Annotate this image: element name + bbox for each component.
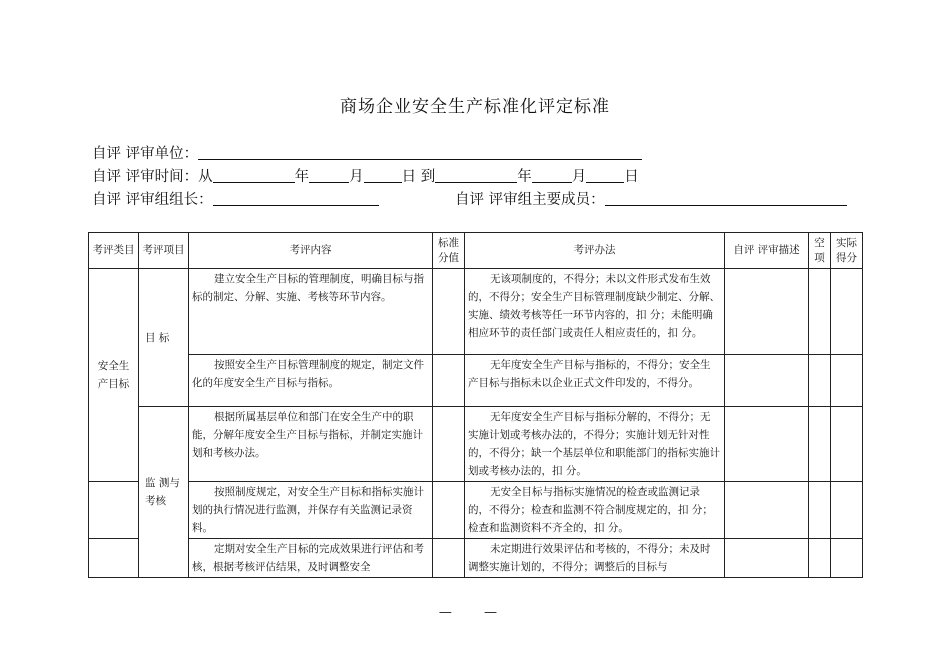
table-header-row [89,233,863,269]
review-members-field [605,191,847,206]
table-row [89,269,863,355]
category-continuation-cell [89,539,139,578]
header-item: 考评项目 [139,233,189,269]
table-row [89,539,863,578]
self-review-cell [725,539,809,578]
content-cell: 建立安全生产目标的管理制度，明确目标与指标的制定、分解、实施、考核等环节内容。 [189,269,433,355]
header-category: 考评类目 [89,233,139,269]
review-time-line [92,165,639,186]
header-self-review: 自评 评审描述 [725,233,809,269]
evaluation-table [88,232,863,578]
review-unit-label: 自评 评审单位： [92,146,199,162]
review-leader-label: 自评 评审组组长： [92,192,213,208]
score-cell [433,539,465,578]
content-cell: 根据所属基层单位和部门在安全生产中的职能，分解年度安全生产目标与指标，并制定实施计划和考核办法。 [189,407,433,482]
actual-score-cell [831,355,863,407]
item-cell-monitoring: 监 测与考核 [139,407,189,578]
blank-cell [809,539,831,578]
day-label-1: 日 [401,169,417,185]
method-cell: 无年度安全生产目标与指标分解的，不得分；无实施计划或考核办法的，不得分；实施计划无针对性的，不得分；缺一个基层单位和职能部门的指标实施计划或考核办法的，扣 分。 [465,407,725,482]
actual-score-cell [831,269,863,355]
blank-cell [809,355,831,407]
month-label-1: 月 [349,169,364,185]
self-review-cell [725,407,809,482]
content-cell: 按照安全生产目标管理制度的规定，制定文件化的年度安全生产目标与指标。 [189,355,433,407]
review-unit-line [92,142,642,163]
category-cell: 安全生产目标 [89,269,139,482]
actual-score-cell [831,482,863,539]
review-leader-line [92,188,379,209]
header-actual: 实际得分 [831,233,863,269]
review-members-line [455,188,847,209]
actual-score-cell [831,539,863,578]
start-month-field [309,168,349,183]
start-day-field [364,168,402,183]
self-review-cell [725,269,809,355]
content-cell: 定期对安全生产目标的完成效果进行评估和考核，根据考核评估结果，及时调整安全 [189,539,433,578]
header-blank: 空项 [809,233,831,269]
blank-cell [809,407,831,482]
category-continuation-cell [89,482,139,539]
content-cell: 按照制度规定，对安全生产目标和指标实施计划的执行情况进行监测，并保存有关监测记录资料。 [189,482,433,539]
score-cell [433,482,465,539]
review-members-label: 自评 评审组主要成员： [455,192,605,208]
document-title: 商场企业安全生产标准化评定标准 [340,97,610,117]
end-day-field [586,168,624,183]
method-cell: 未定期进行效果评估和考核的，不得分；未及时调整实施计划的，不得分；调整后的目标与 [465,539,725,578]
start-year-field [213,168,295,183]
actual-score-cell [831,407,863,482]
header-score: 标准分值 [433,233,465,269]
method-cell: 无该项制度的，不得分；未以文件形式发布生效的，不得分；安全生产目标管理制度缺少制定、分解、实施、绩效考核等任一环节内容的，扣 分；未能明确相应环节的责任部门或责任人相应责任的，扣 分。 [465,269,725,355]
to-label: 到 [420,169,436,185]
review-leader-field [213,191,379,206]
method-cell: 无年度安全生产目标与指标的，不得分；安全生产目标与指标未以企业正式文件印发的，不得分。 [465,355,725,407]
end-year-field [435,168,517,183]
method-cell: 无安全目标与指标实施情况的检查或监测记录的，不得分；检查和监测不符合制度规定的，扣 分；检查和监测资料不齐全的，扣 分。 [465,482,725,539]
self-review-cell [725,355,809,407]
score-cell [433,355,465,407]
review-time-label: 自评 评审时间：从 [92,169,213,185]
table-row [89,482,863,539]
header-method: 考评办法 [465,233,725,269]
year-label-1: 年 [294,169,310,185]
score-cell [433,407,465,482]
blank-cell [809,482,831,539]
end-month-field [532,168,572,183]
header-content: 考评内容 [189,233,433,269]
blank-cell [809,269,831,355]
table-row [89,407,863,482]
item-cell-target: 目 标 [139,269,189,407]
page-number: — — [438,605,512,620]
score-cell [433,269,465,355]
review-unit-field [198,145,642,160]
year-label-2: 年 [517,169,532,185]
table-row [89,355,863,407]
day-label-2: 日 [624,169,639,185]
month-label-2: 月 [571,169,587,185]
self-review-cell [725,482,809,539]
